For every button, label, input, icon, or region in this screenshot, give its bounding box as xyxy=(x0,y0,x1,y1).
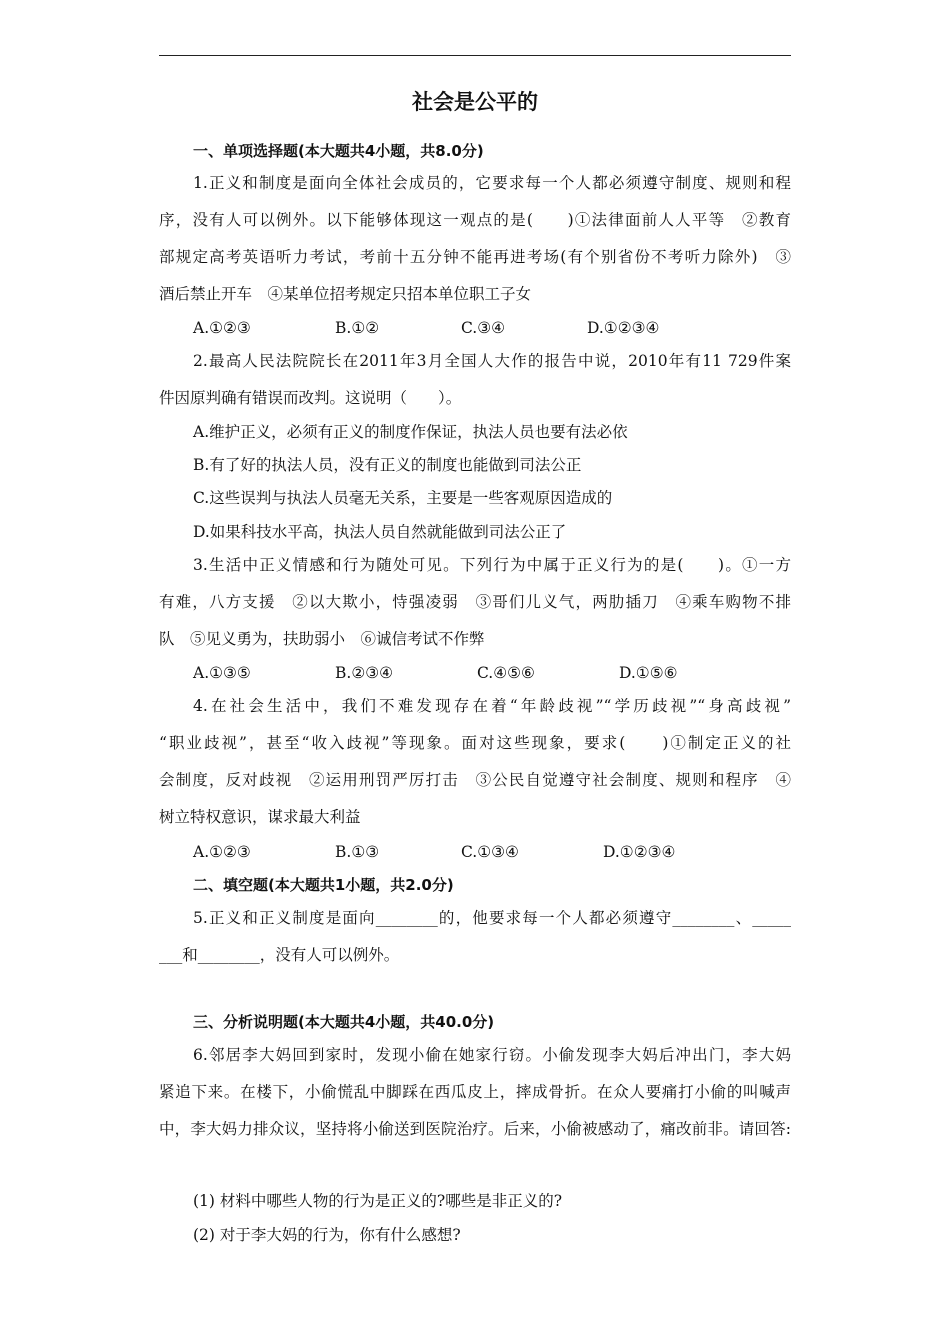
q1-option-a: A.①②③ xyxy=(193,319,251,337)
q1-option-c: C.③④ xyxy=(461,319,506,337)
q1-option-d: D.①②③④ xyxy=(587,319,660,337)
section-heading-fill-blank: 二、填空题(本大题共1小题，共2.0分) xyxy=(193,876,454,894)
q6-line: 紧追下来。在楼下，小偷慌乱中脚踩在西瓜皮上，摔成骨折。在众人要痛打小偷的叫喊声 xyxy=(159,1083,791,1101)
q1-line: 1.正义和制度是面向全体社会成员的，它要求每一个人都必须遵守制度、规则和程 xyxy=(193,174,791,192)
q4-option-d: D.①②③④ xyxy=(603,843,676,861)
q3-option-b: B.②③④ xyxy=(335,664,394,682)
q3-option-c: C.④⑤⑥ xyxy=(477,664,535,682)
q3-line: 3.生活中正义情感和行为随处可见。下列行为中属于正义行为的是( )。①一方 xyxy=(193,556,791,574)
q4-option-b: B.①③ xyxy=(335,843,380,861)
header-rule xyxy=(159,55,791,56)
q6-subquestion: (1) 材料中哪些人物的行为是正义的?哪些是非正义的? xyxy=(193,1192,563,1210)
q1-line: 序，没有人可以例外。以下能够体现这一观点的是( )①法律面前人人平等 ②教育 xyxy=(159,211,791,229)
q6-line: 6.邻居李大妈回到家时，发现小偷在她家行窃。小偷发现李大妈后冲出门，李大妈 xyxy=(193,1046,791,1064)
q2-line: 件因原判确有错误而改判。这说明（ ）。 xyxy=(159,389,462,407)
q1-option-b: B.①② xyxy=(335,319,380,337)
q2-line: 2.最高人民法院院长在2011年3月全国人大作的报告中说，2010年有11 729件案 xyxy=(193,352,791,370)
q4-line: 4.在社会生活中，我们不难发现存在着“年龄歧视”“学历歧视”“身高歧视” xyxy=(193,697,791,715)
q4-option-a: A.①②③ xyxy=(193,843,251,861)
q6-subquestion: (2) 对于李大妈的行为，你有什么感想? xyxy=(193,1226,461,1244)
q2-option-b: B.有了好的执法人员，没有正义的制度也能做到司法公正 xyxy=(193,456,582,474)
q4-line: 会制度，反对歧视 ②运用刑罚严厉打击 ③公民自觉遵守社会制度、规则和程序 ④ xyxy=(159,771,791,789)
q5-line: 5.正义和正义制度是面向________的，他要求每一个人都必须遵守________、_____ xyxy=(193,909,791,927)
q4-line: 树立特权意识，谋求最大利益 xyxy=(159,808,361,826)
q3-option-d: D.①⑤⑥ xyxy=(619,664,678,682)
q2-option-c: C.这些误判与执法人员毫无关系，主要是一些客观原因造成的 xyxy=(193,489,613,507)
q1-line: 酒后禁止开车 ④某单位招考规定只招本单位职工子女 xyxy=(159,285,532,303)
q3-line: 队 ⑤见义勇为，扶助弱小 ⑥诚信考试不作弊 xyxy=(159,630,485,648)
q3-option-a: A.①③⑤ xyxy=(193,664,251,682)
q6-line: 中，李大妈力排众议，坚持将小偷送到医院治疗。后来，小偷被感动了，痛改前非。请回答: xyxy=(159,1120,791,1138)
q3-line: 有难，八方支援 ②以大欺小，恃强凌弱 ③哥们儿义气，两肋插刀 ④乘车购物不排 xyxy=(159,593,791,611)
q4-option-c: C.①③④ xyxy=(461,843,519,861)
section-heading-analysis: 三、分析说明题(本大题共4小题，共40.0分) xyxy=(193,1013,495,1031)
q1-line: 部规定高考英语听力考试，考前十五分钟不能再进考场(有个别省份不考听力除外) ③ xyxy=(159,248,791,266)
q4-line: “职业歧视”，甚至“收入歧视”等现象。面对这些现象，要求( )①制定正义的社 xyxy=(159,734,791,752)
q2-option-a: A.维护正义，必须有正义的制度作保证，执法人员也要有法必依 xyxy=(193,423,628,441)
document-title: 社会是公平的 xyxy=(412,90,538,114)
q5-line: ___和________，没有人可以例外。 xyxy=(159,946,400,964)
section-heading-single-choice: 一、单项选择题(本大题共4小题，共8.0分) xyxy=(193,142,484,160)
q2-option-d: D.如果科技水平高，执法人员自然就能做到司法公正了 xyxy=(193,523,567,541)
